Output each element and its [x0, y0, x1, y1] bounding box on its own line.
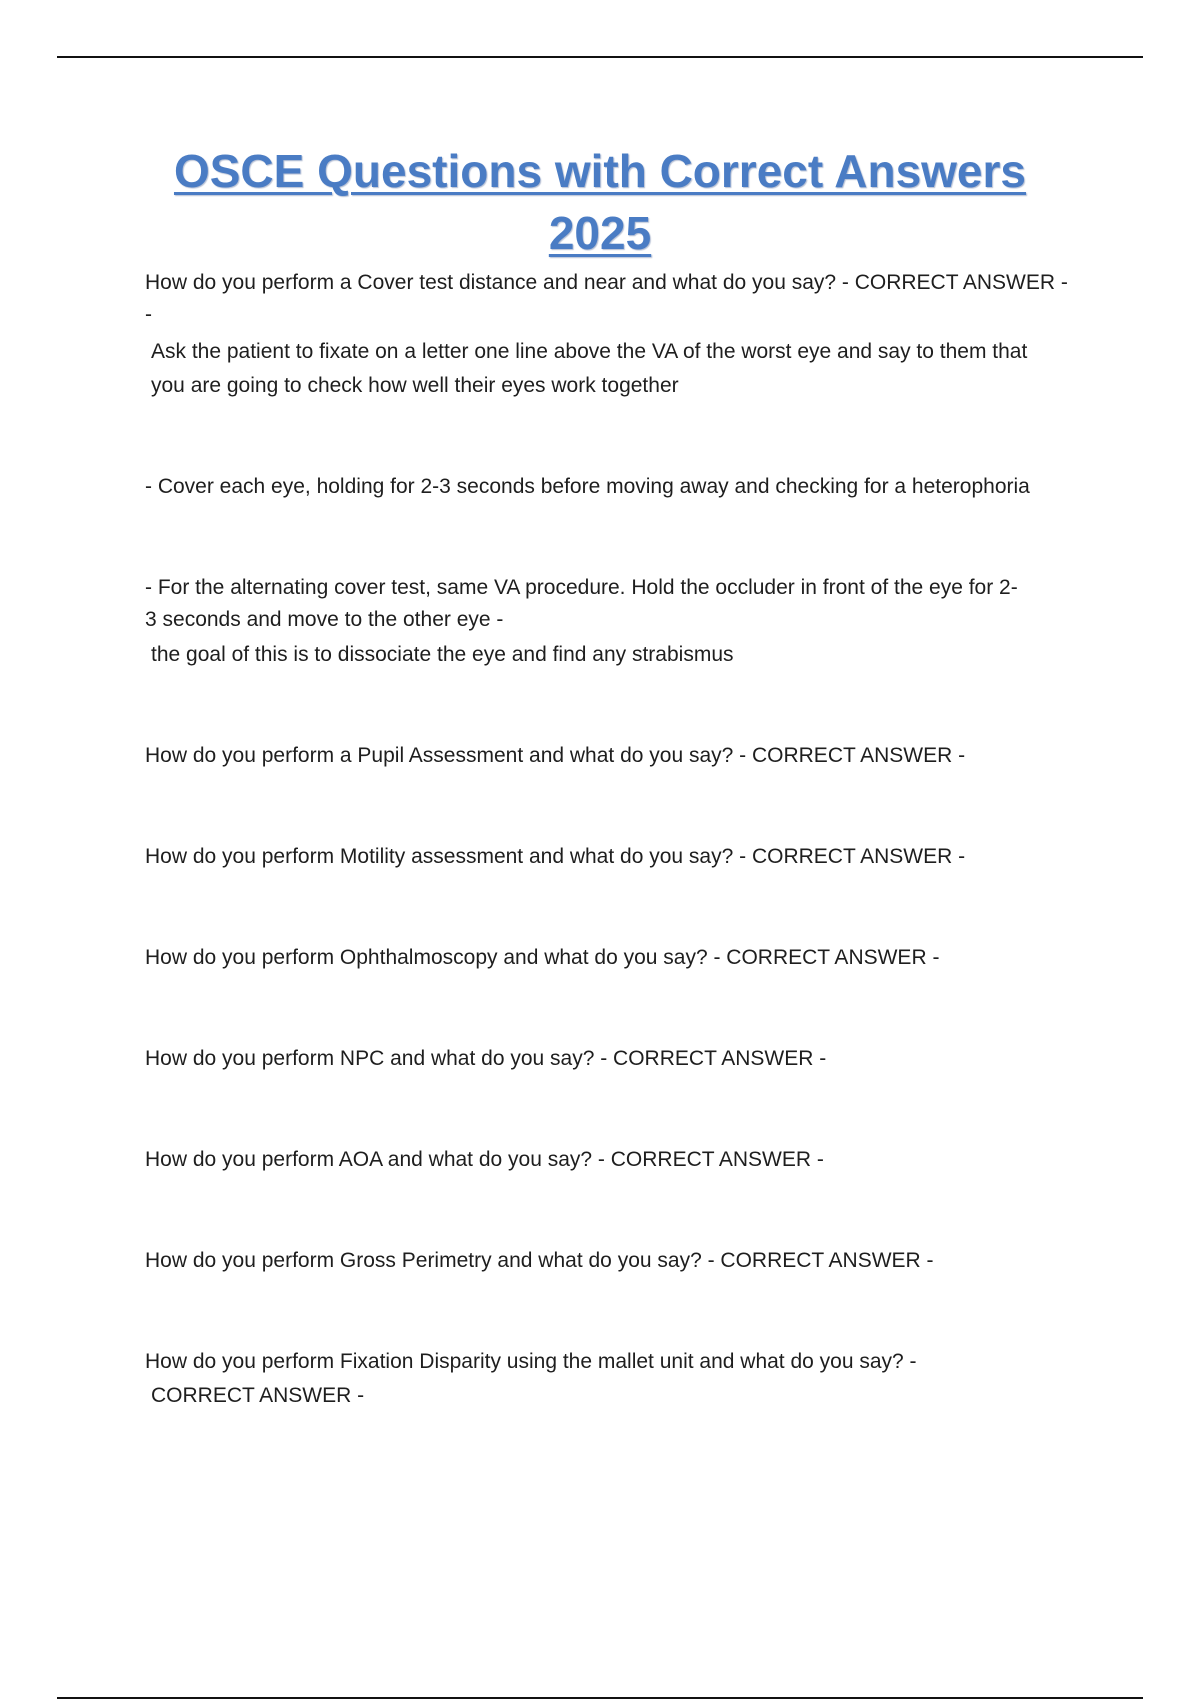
- question-1-line-2: -: [145, 303, 152, 326]
- answer-1-line-1: Ask the patient to fixate on a letter one line above the VA of the worst eye and say to them that: [151, 340, 1028, 363]
- question-5: How do you perform NPC and what do you say? - CORRECT ANSWER -: [145, 1047, 827, 1070]
- answer-1-bullet-1: - Cover each eye, holding for 2-3 seconds before moving away and checking for a heterophoria: [145, 475, 1030, 498]
- title-line-1: OSCE Questions with Correct Answers: [173, 145, 1027, 197]
- question-7: How do you perform Gross Perimetry and what do you say? - CORRECT ANSWER -: [145, 1249, 934, 1272]
- question-8-line-1: How do you perform Fixation Disparity using the mallet unit and what do you say? -: [145, 1350, 917, 1373]
- question-2: How do you perform a Pupil Assessment and what do you say? - CORRECT ANSWER -: [145, 744, 966, 767]
- document-title: [0, 140, 1200, 264]
- top-rule: [57, 56, 1143, 58]
- title-line-2: 2025: [548, 207, 652, 259]
- bottom-rule: [57, 1697, 1143, 1699]
- question-4: How do you perform Ophthalmoscopy and what do you say? - CORRECT ANSWER -: [145, 946, 940, 969]
- question-6: How do you perform AOA and what do you say? - CORRECT ANSWER -: [145, 1148, 824, 1171]
- question-1-line-1: How do you perform a Cover test distance and near and what do you say? - CORRECT ANSWER -: [145, 271, 1068, 294]
- question-3: How do you perform Motility assessment and what do you say? - CORRECT ANSWER -: [145, 845, 966, 868]
- question-8-line-2: CORRECT ANSWER -: [151, 1384, 365, 1407]
- answer-1-line-2: you are going to check how well their eyes work together: [151, 374, 679, 397]
- answer-1-bullet-2-line-1: - For the alternating cover test, same VA procedure. Hold the occluder in front of the eye for 2-: [145, 576, 1018, 599]
- answer-1-bullet-2-line-3: the goal of this is to dissociate the eye and find any strabismus: [151, 643, 734, 666]
- answer-1-bullet-2-line-2: 3 seconds and move to the other eye -: [145, 608, 504, 631]
